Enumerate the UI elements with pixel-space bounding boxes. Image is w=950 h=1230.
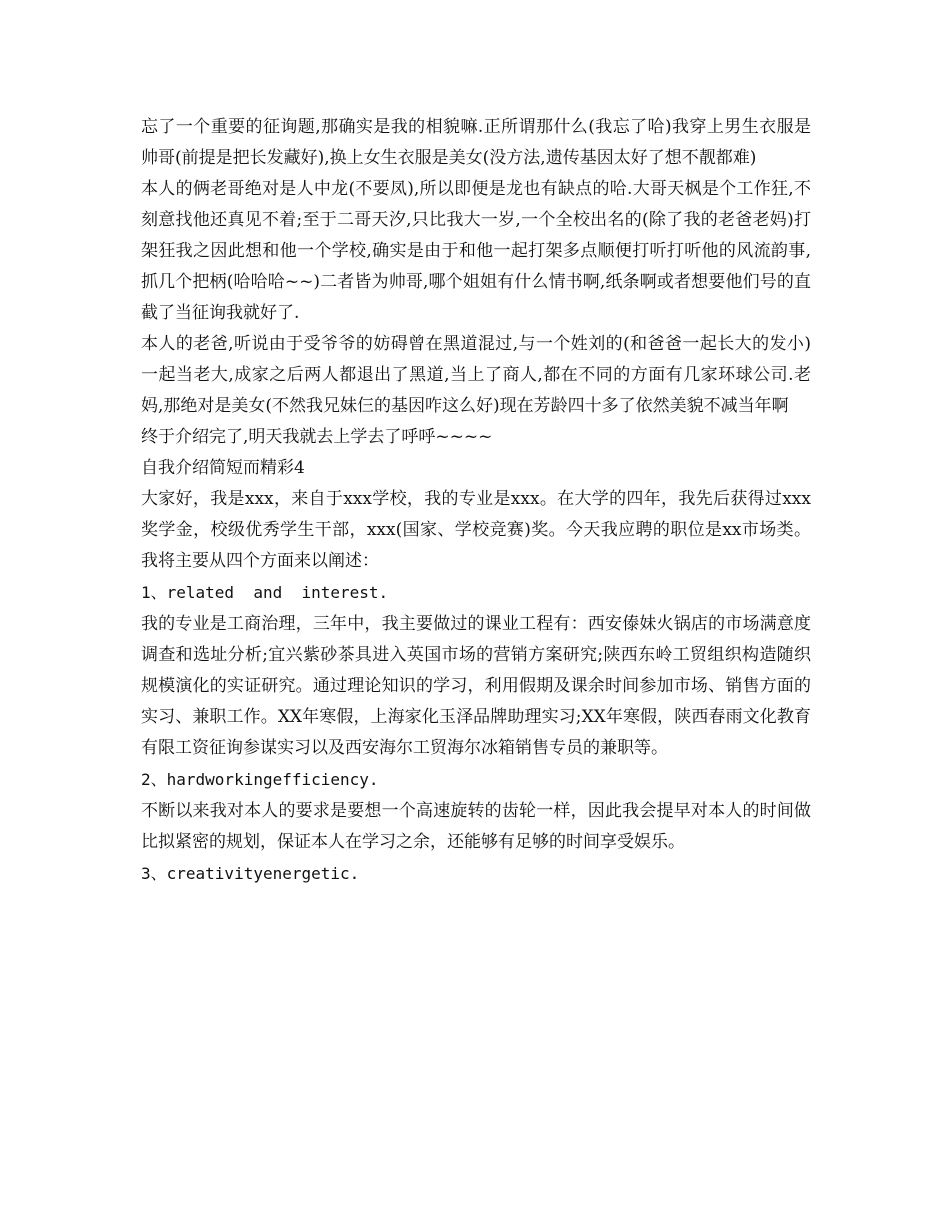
point-heading-1: [141, 577, 811, 609]
point-heading-2-text: 2、hardworkingefficiency.: [141, 770, 379, 789]
paragraph-parents: 本人的老爸,听说由于受爷爷的妨碍曾在黑道混过,与一个姓刘的(和爸爸一起长大的发小)一起当老大,成家之后两人都退出了黑道,当上了商人,都在不同的方面有几家环球公司.老妈,那绝对是美女(不然我兄妹仨的基因咋这么好)现在芳龄四十多了依然美貌不减当年啊: [141, 334, 811, 416]
document-body: [141, 112, 811, 890]
paragraph-hardworking: 不断以来我对本人的要求是要想一个高速旋转的齿轮一样，因此我会提早对本人的时间做比拟紧密的规划，保证本人在学习之余，还能够有足够的时间享受娱乐。: [141, 801, 811, 852]
point-heading-3-text: 3、creativityenergetic.: [141, 864, 360, 883]
point-heading-3: [141, 858, 811, 890]
section-title: 自我介绍简短而精彩4: [141, 458, 305, 478]
paragraph-brothers: 本人的俩老哥绝对是人中龙(不要凤),所以即便是龙也有缺点的哈.大哥天枫是个工作狂,不刻意找他还真见不着;至于二哥天汐,只比我大一岁,一个全校出名的(除了我的老爸老妈)打架狂我之因此想和他一个学校,确实是由于和他一起打架多点顺便打听打听他的风流韵事,抓几个把柄(哈哈哈~~)二者皆为帅哥,哪个姐姐有什么情书啊,纸条啊或者想要他们号的直截了当征询我就好了.: [141, 179, 811, 323]
point-heading-1-text: 1、related and interest.: [141, 583, 389, 602]
point-heading-2: [141, 764, 811, 796]
closing-line: 终于介绍完了,明天我就去上学去了呼呼~~~~: [141, 427, 493, 447]
paragraph-major-experience: 我的专业是工商治理，三年中，我主要做过的课业工程有：西安傣妹火锅店的市场满意度调查和选址分析;宜兴紫砂茶具进入英国市场的营销方案研究;陕西东岭工贸组织构造随织规模演化的实证研究。通过理论知识的学习，利用假期及课余时间参加市场、销售方面的实习、兼职工作。XX年寒假，上海家化玉泽品牌助理实习;XX年寒假，陕西春雨文化教育有限工资征询参谋实习以及西安海尔工贸海尔冰箱销售专员的兼职等。: [141, 614, 811, 758]
paragraph-appearance: 忘了一个重要的征询题,那确实是我的相貌嘛.正所谓那什么(我忘了哈)我穿上男生衣服是帅哥(前提是把长发藏好),换上女生衣服是美女(没方法,遗传基因太好了想不靓都难): [141, 117, 811, 168]
paragraph-introduction: 大家好，我是xxx，来自于xxx学校，我的专业是xxx。在大学的四年，我先后获得过xxx奖学金，校级优秀学生干部，xxx(国家、学校竞赛)奖。今天我应聘的职位是xx市场类。我将主要从四个方面来以阐述：: [141, 489, 811, 571]
